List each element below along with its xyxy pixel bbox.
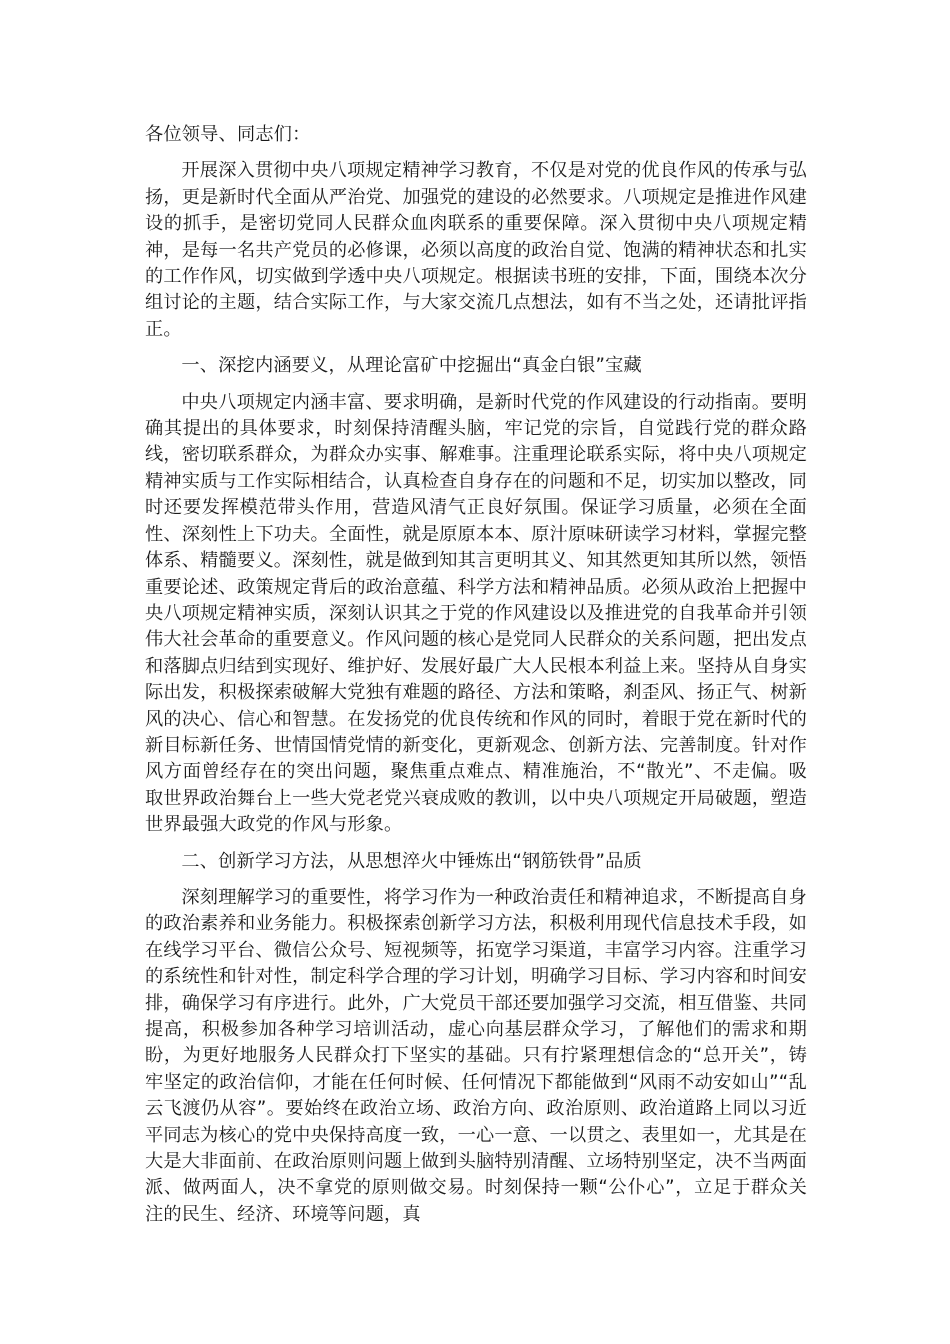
section-heading-2: 二、创新学习方法，从思想淬火中锤炼出“钢筋铁骨”品质 [181,850,642,872]
paragraph-intro: 开展深入贯彻中央八项规定精神学习教育，不仅是对党的优良作风的传承与弘扬，更是新时代全面从严治党、加强党的建设的必然要求。八项规定是推进作风建设的抓手，是密切党同人民群众血肉联系的重要保障。深入贯彻中央八项规定精神，是每一名共产党员的必修课，必须以高度的政治自觉、饱满的精神状态和扎实的工作作风，切实做到学透中央八项规定。根据读书班的安排，下面，围绕本次分组讨论的主题，结合实际工作，与大家交流几点想法，如有不当之处，还请批评指正。 [145,160,807,340]
section-heading-1: 一、深挖内涵要义，从理论富矿中挖掘出“真金白银”宝藏 [181,355,642,377]
document-body [145,122,807,1228]
salutation: 各位领导、同志们： [145,124,311,145]
paragraph-section-1: 中央八项规定内涵丰富、要求明确，是新时代党的作风建设的行动指南。要明确其提出的具体要求，时刻保持清醒头脑，牢记党的宗旨，自觉践行党的群众路线，密切联系群众，为群众办实事、解难事。注重理论联系实际，将中央八项规定精神实质与工作实际相结合，认真检查自身存在的问题和不足，切实加以整改，同时还要发挥模范带头作用，营造风清气正良好氛围。保证学习质量，必须在全面性、深刻性上下功夫。全面性，就是原原本本、原汁原味研读学习材料，掌握完整体系、精髓要义。深刻性，就是做到知其言更明其义、知其然更知其所以然，领悟重要论述、政策规定背后的政治意蕴、科学方法和精神品质。必须从政治上把握中央八项规定精神实质，深刻认识其之于党的作风建设以及推进党的自我革命并引领伟大社会革命的重要意义。作风问题的核心是党同人民群众的关系问题，把出发点和落脚点归结到实现好、维护好、发展好最广大人民根本利益上来。坚持从自身实际出发，积极探索破解大党独有难题的路径、方法和策略，刹歪风、扬正气、树新风的决心、信心和智慧。在发扬党的优良传统和作风的同时，着眼于党在新时代的新目标新任务、世情国情党情的新变化，更新观念、创新方法、完善制度。针对作风方面曾经存在的突出问题，聚焦重点难点、精准施治，不“散光”、不走偏。吸取世界政治舞台上一些大党老党兴衰成败的教训，以中央八项规定开局破题，塑造世界最强大政党的作风与形象。 [145,391,807,836]
paragraph-section-2: 深刻理解学习的重要性，将学习作为一种政治责任和精神追求，不断提高自身的政治素养和业务能力。积极探索创新学习方法，积极利用现代信息技术手段，如在线学习平台、微信公众号、短视频等，拓宽学习渠道，丰富学习内容。注重学习的系统性和针对性，制定科学合理的学习计划，明确学习目标、学习内容和时间安排，确保学习有序进行。此外，广大党员干部还要加强学习交流，相互借鉴、共同提高，积极参加各种学习培训活动，虚心向基层群众学习，了解他们的需求和期盼，为更好地服务人民群众打下坚实的基础。只有拧紧理想信念的“总开关”，铸牢坚定的政治信仰，才能在任何时候、任何情况下都能做到“风雨不动安如山”“乱云飞渡仍从容”。要始终在政治立场、政治方向、政治原则、政治道路上同以习近平同志为核心的党中央保持高度一致，一心一意、一以贯之、表里如一，尤其是在大是大非面前、在政治原则问题上做到头脑特别清醒、立场特别坚定，决不当两面派、做两面人，决不拿党的原则做交易。时刻保持一颗“公仆心”，立足于群众关注的民生、经济、环境等问题，真 [145,886,807,1225]
